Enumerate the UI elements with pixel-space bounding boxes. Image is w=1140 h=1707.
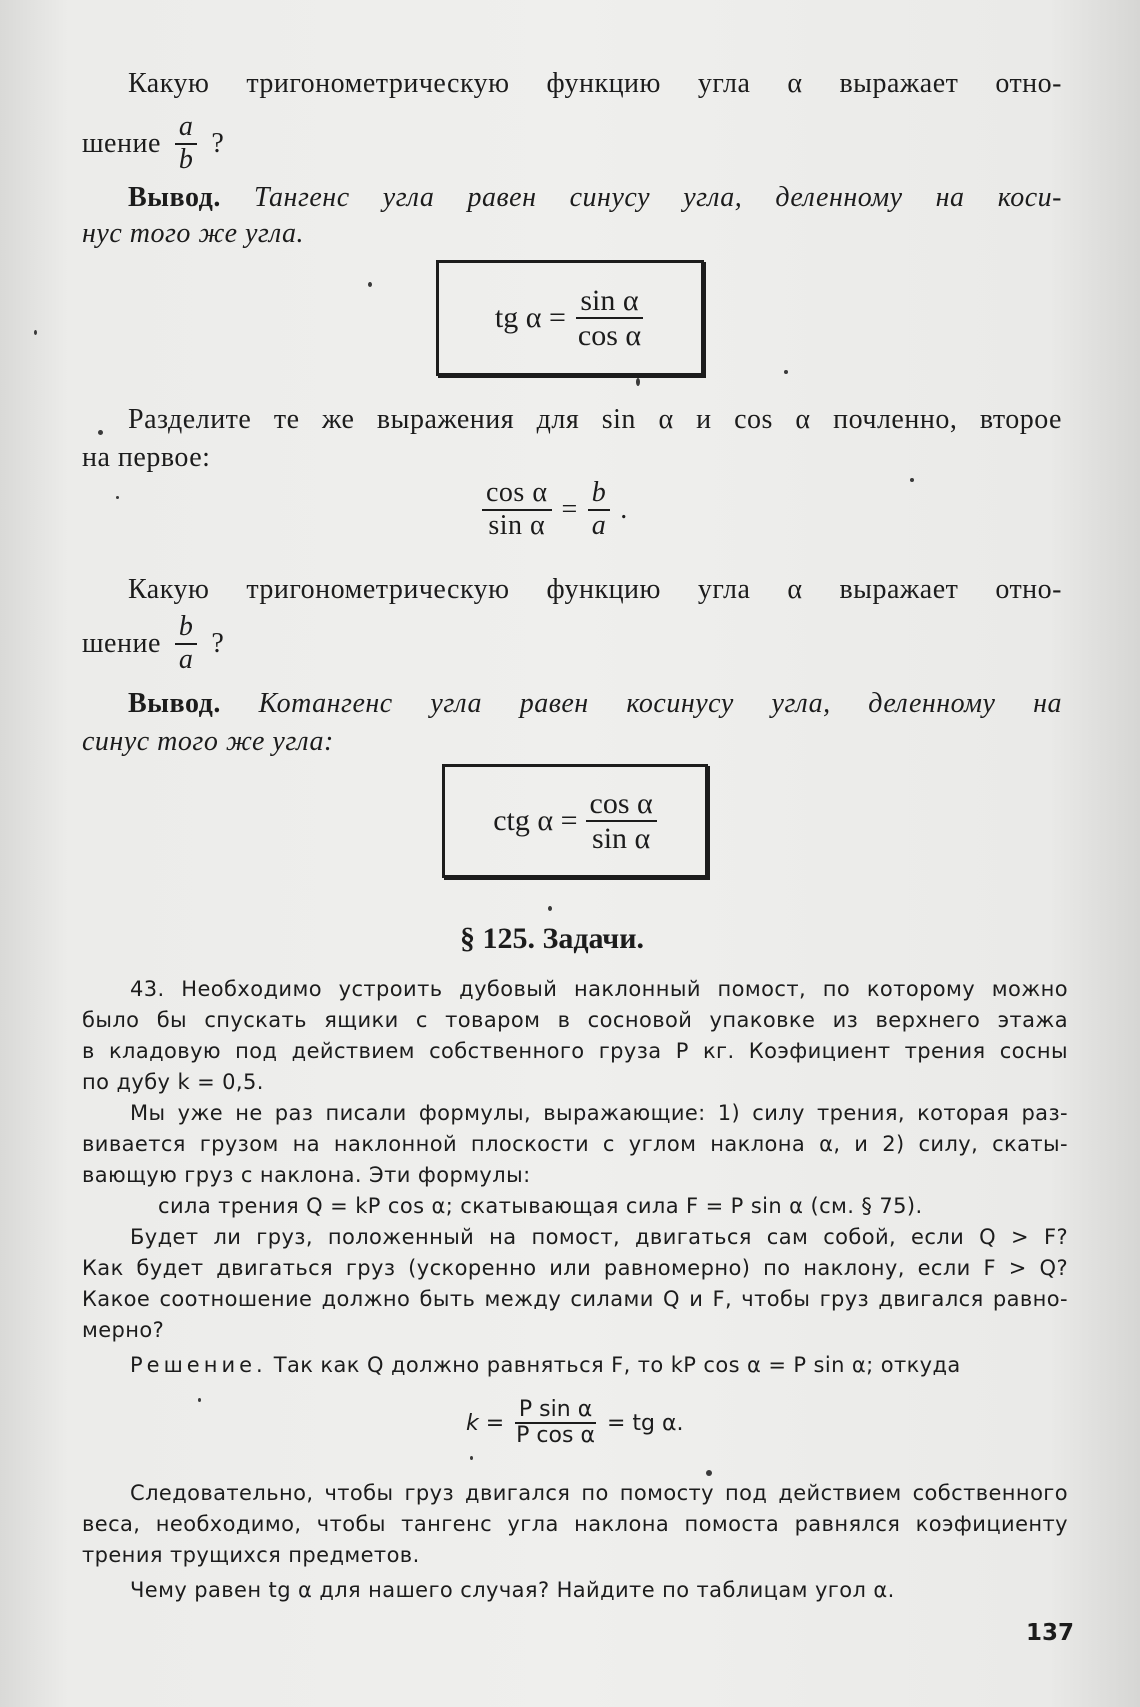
conclusion-1-text: Тангенс угла равен синусу угла, деленному на коси- <box>254 182 1063 213</box>
tangent-denominator: cos α <box>577 319 642 352</box>
k-numerator: P sin α <box>515 1398 596 1424</box>
tangent-numerator: sin α <box>576 284 642 319</box>
tangent-formula-box <box>436 260 704 376</box>
page-number: 137 <box>1026 1620 1075 1646</box>
cos-over-sin-equation <box>482 478 628 542</box>
b-over-a-fraction <box>588 478 611 542</box>
question-1-prefix: шение <box>82 127 161 159</box>
print-speck <box>34 330 37 335</box>
task-line: мерно? <box>82 1318 165 1342</box>
task-line: в кладовую под действием собственного груза P кг. Коэфициент трения сосны <box>82 1039 1068 1063</box>
print-speck <box>198 1398 201 1402</box>
final-question: Чему равен tg α для нашего случая? Найдите по таблицам угол α. <box>130 1578 895 1602</box>
conclusion-2-label: Вывод. <box>128 688 221 719</box>
cotangent-formula-box <box>442 764 708 878</box>
cotangent-lhs: ctg α = <box>493 804 578 837</box>
ratio-2-numerator: b <box>175 612 198 645</box>
section-heading: § 125. Задачи. <box>460 922 645 955</box>
tangent-fraction <box>574 284 645 352</box>
solution-text: Так как Q должно равняться F, то kP cos α = P sin α; откуда <box>273 1353 961 1377</box>
question-2-prefix: шение <box>82 627 161 659</box>
conclusion-2-line <box>128 686 1062 722</box>
b-numerator: b <box>588 478 611 511</box>
a-denominator: a <box>591 509 607 541</box>
conclusion-2-line-2: синус того же угла: <box>82 726 334 757</box>
task-line: было бы спускать ящики с товаром в сосновой упаковке из верхнего этажа <box>82 1008 1068 1032</box>
divide-instruction-line: Разделите те же выражения для sin α и cos α почленно, второе <box>128 404 1062 435</box>
question-1-ratio <box>82 112 224 176</box>
final-line: веса, необходимо, чтобы тангенс угла наклона помоста равнялся коэфициенту <box>82 1512 1068 1536</box>
final-line: трения трущихся предметов. <box>82 1543 420 1567</box>
period: . <box>620 493 628 525</box>
task-line: по дубу k = 0,5. <box>82 1070 264 1094</box>
cotangent-denominator: sin α <box>592 822 651 855</box>
ratio-b-over-a <box>175 612 198 676</box>
solution-line <box>82 1350 1068 1381</box>
k-lhs: k = <box>466 1410 505 1436</box>
equals-sign: = <box>561 493 578 525</box>
solution-label: Решение. <box>130 1353 267 1377</box>
print-speck <box>470 1456 473 1460</box>
print-speck <box>116 496 119 499</box>
task-line: 43. Необходимо устроить дубовый наклонный помост, по которому можно <box>130 977 1068 1001</box>
k-rhs: = tg α. <box>606 1410 684 1436</box>
task-line: Как будет двигаться груз (ускоренно или равномерно) по наклону, если F > Q? <box>82 1256 1068 1280</box>
divide-instruction-line-2: на первое: <box>82 442 211 473</box>
task-formulas-line: сила трения Q = kP cos α; скатывающая сила F = P sin α (см. § 75). <box>158 1194 923 1218</box>
tangent-lhs: tg α = <box>494 301 566 334</box>
print-speck <box>784 370 788 374</box>
friction-coefficient-equation <box>466 1398 683 1448</box>
task-line: Какое соотношение должно быть между силами Q и F, чтобы груз двигался равно- <box>82 1287 1068 1311</box>
conclusion-1-line <box>128 180 1062 216</box>
question-2-line: Какую тригонометрическую функцию угла α выражает отно- <box>128 574 1062 605</box>
print-speck <box>636 378 640 386</box>
task-block <box>82 974 1068 1381</box>
cos-sin-numerator: cos α <box>482 478 552 511</box>
final-block <box>82 1478 1068 1606</box>
task-line: вающую груз с наклона. Эти формулы: <box>82 1163 531 1187</box>
ratio-numerator: a <box>175 112 198 145</box>
print-speck <box>98 430 103 435</box>
cotangent-numerator: cos α <box>586 787 657 822</box>
print-speck <box>368 282 372 287</box>
question-mark: ? <box>211 127 225 159</box>
question-1-line: Какую тригонометрическую функцию угла α выражает отно- <box>128 68 1062 99</box>
ratio-denominator: b <box>178 143 194 175</box>
k-fraction <box>512 1398 599 1448</box>
question-mark-2: ? <box>211 627 225 659</box>
print-speck <box>548 906 552 911</box>
conclusion-label: Вывод. <box>128 182 221 213</box>
conclusion-1-line-2: нус того же угла. <box>82 218 305 249</box>
print-speck <box>910 478 914 482</box>
cos-sin-fraction <box>482 478 552 542</box>
k-denominator: P cos α <box>516 1423 595 1449</box>
print-speck <box>706 1470 712 1476</box>
final-line: Следовательно, чтобы груз двигался по помосту под действием собственного <box>130 1481 1068 1505</box>
ratio-2-denominator: a <box>178 643 194 675</box>
cotangent-fraction <box>586 787 657 855</box>
task-line: Мы уже не раз писали формулы, выражающие: 1) силу трения, которая раз- <box>130 1101 1068 1125</box>
cos-sin-denominator: sin α <box>488 509 546 541</box>
task-line: вивается грузом на наклонной плоскости с углом наклона α, и 2) силу, скаты- <box>82 1132 1068 1156</box>
question-2-ratio <box>82 612 224 676</box>
conclusion-2-text: Котангенс угла равен косинусу угла, деленному на <box>258 688 1063 719</box>
task-line: Будет ли груз, положенный на помост, двигаться сам собой, если Q > F? <box>130 1225 1068 1249</box>
ratio-a-over-b <box>175 112 198 176</box>
